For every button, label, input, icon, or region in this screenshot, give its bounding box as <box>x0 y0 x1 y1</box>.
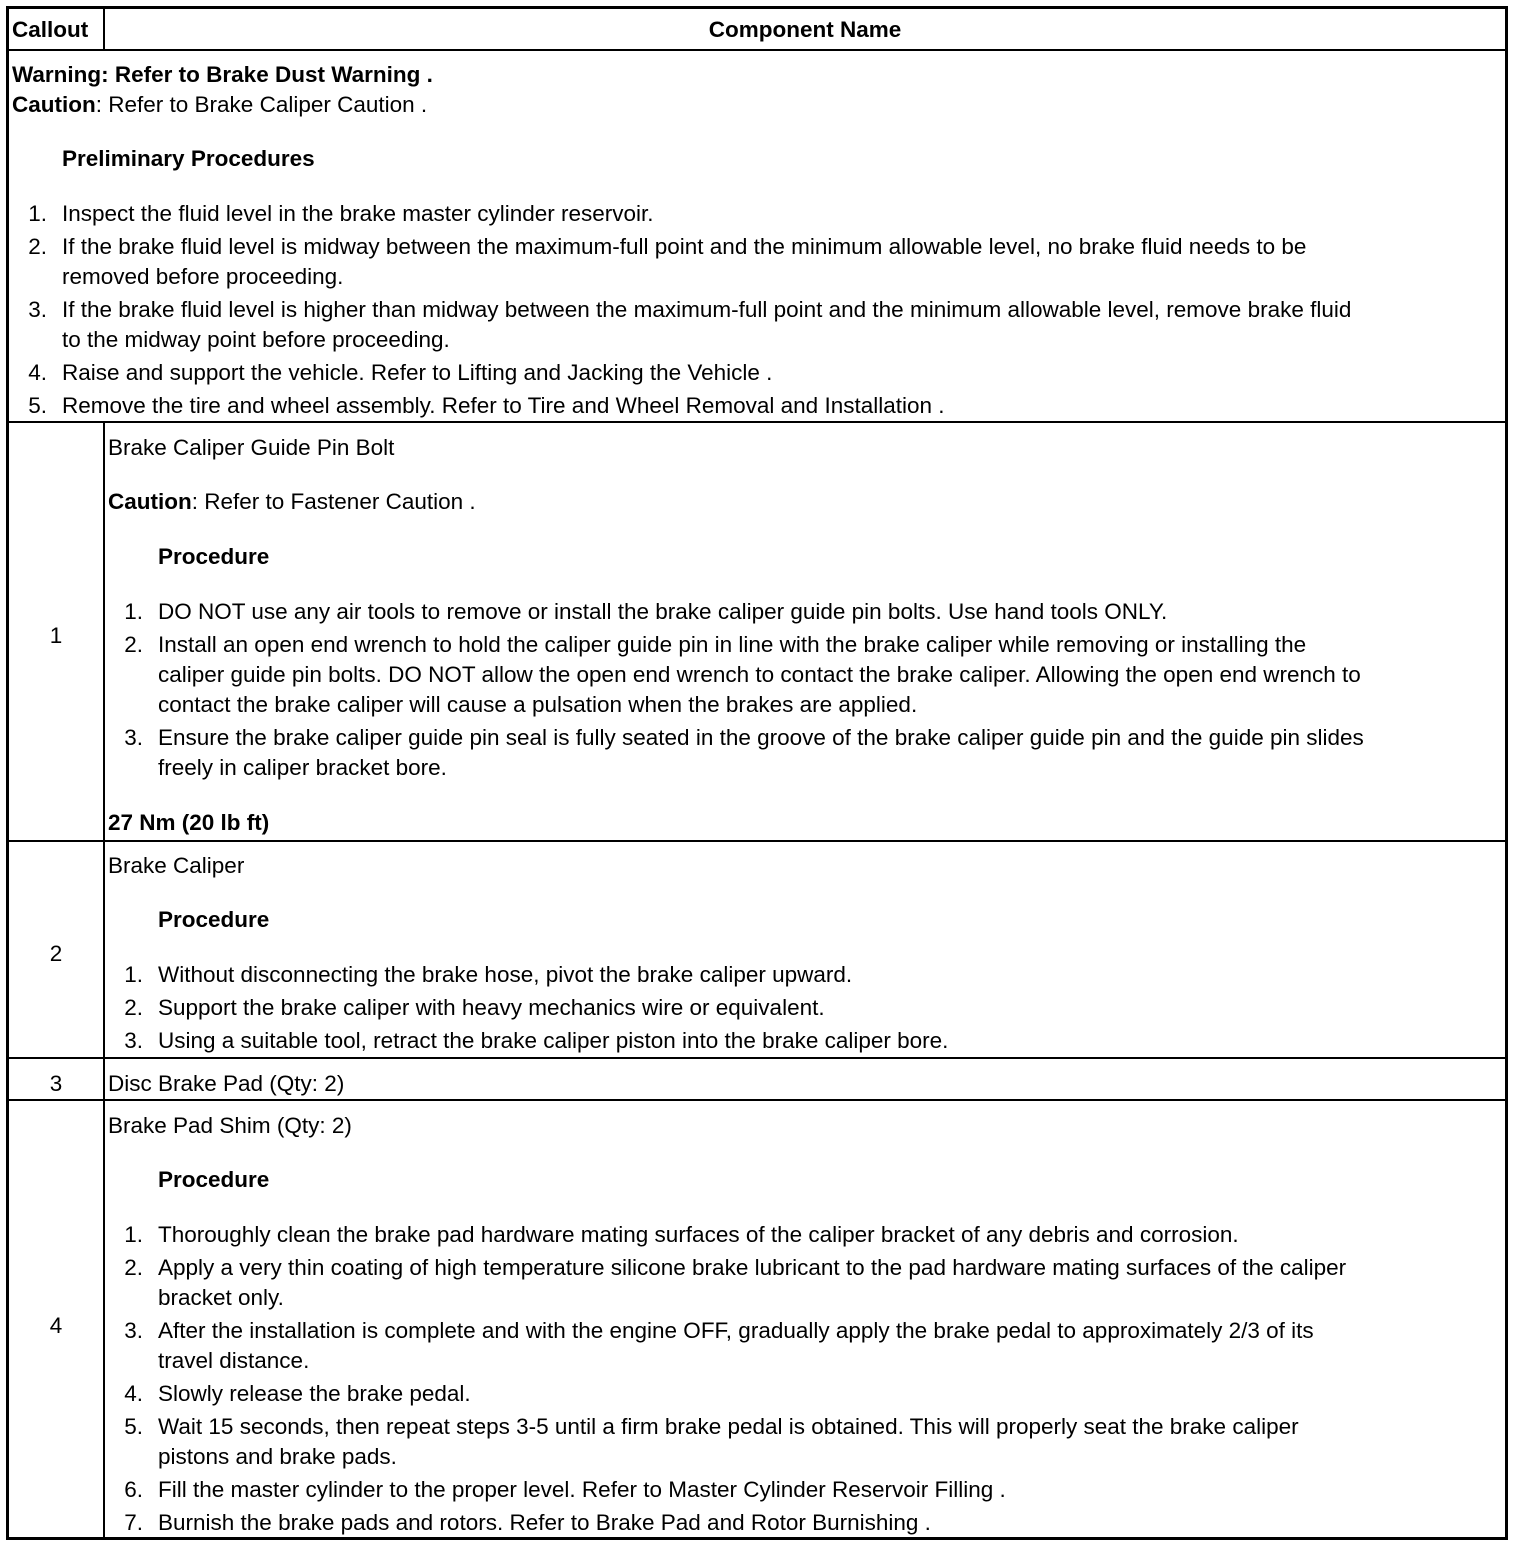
preliminary-step-number: 1. <box>28 201 47 226</box>
preliminary-step-text: Inspect the fluid level in the brake master cylinder reservoir. <box>62 201 654 226</box>
component-name-4: Brake Pad Shim (Qty: 2) <box>108 1113 352 1138</box>
brake-pad-shim-step-text: bracket only. <box>158 1285 284 1310</box>
callout-number-2: 2 <box>49 941 63 966</box>
intro-rule <box>9 421 1505 423</box>
guide-pin-bolt-step-text: Install an open end wrench to hold the caliper guide pin in line with the brake caliper while removing or installing the <box>158 632 1307 657</box>
brake-pad-shim-step-text: Wait 15 seconds, then repeat steps 3-5 until a firm brake pedal is obtained. This will properly seat the brake caliper <box>158 1414 1299 1439</box>
component-name-2: Brake Caliper <box>108 853 245 878</box>
callout-number-4: 4 <box>49 1313 63 1338</box>
preliminary-step-text: removed before proceeding. <box>62 264 344 289</box>
guide-pin-bolt-step-text: DO NOT use any air tools to remove or install the brake caliper guide pin bolts. Use hand tools ONLY. <box>158 599 1168 624</box>
preliminary-step-number: 5. <box>28 393 47 418</box>
brake-caliper-step-text: Using a suitable tool, retract the brake caliper piston into the brake caliper bore. <box>158 1028 949 1053</box>
brake-caliper-step-text: Support the brake caliper with heavy mechanics wire or equivalent. <box>158 995 825 1020</box>
procedure-heading-1: Procedure <box>158 544 270 569</box>
row-rule-1 <box>9 840 1505 842</box>
preliminary-step-text: to the midway point before proceeding. <box>62 327 450 352</box>
component-caution-1: Caution: Refer to Fastener Caution . <box>108 489 476 514</box>
header-rule <box>9 49 1505 51</box>
row-rule-2 <box>9 1057 1505 1059</box>
brake-caliper-step-text: Without disconnecting the brake hose, pivot the brake caliper upward. <box>158 962 853 987</box>
brake-pad-shim-step-text: Apply a very thin coating of high temperature silicone brake lubricant to the pad hardware mating surfaces of the caliper <box>158 1255 1347 1280</box>
component-name-3: Disc Brake Pad (Qty: 2) <box>108 1071 345 1096</box>
preliminary-step-text: Remove the tire and wheel assembly. Refer to Tire and Wheel Removal and Installation . <box>62 393 945 418</box>
row-rule-3 <box>9 1099 1505 1101</box>
intro-warning: Warning: Refer to Brake Dust Warning . <box>12 62 433 87</box>
guide-pin-bolt-step-text: caliper guide pin bolts. DO NOT allow the open end wrench to contact the brake caliper. Allowing the open end wrench to <box>158 662 1361 687</box>
preliminary-heading: Preliminary Procedures <box>62 146 315 171</box>
preliminary-step-number: 4. <box>28 360 47 385</box>
component-name-1: Brake Caliper Guide Pin Bolt <box>108 435 395 460</box>
preliminary-step-number: 2. <box>28 234 47 259</box>
brake-pad-shim-step-number: 6. <box>124 1477 143 1502</box>
callout-number-1: 1 <box>49 623 63 648</box>
callout-number-3: 3 <box>49 1071 63 1096</box>
procedure-table <box>6 6 1508 1540</box>
preliminary-step-text: If the brake fluid level is higher than midway between the maximum-full point and the minimum allowable level, remove brake fluid <box>62 297 1352 322</box>
procedure-heading-4: Procedure <box>158 1167 270 1192</box>
brake-pad-shim-step-text: travel distance. <box>158 1348 310 1373</box>
guide-pin-bolt-step-text: contact the brake caliper will cause a pulsation when the brakes are applied. <box>158 692 918 717</box>
brake-pad-shim-step-number: 1. <box>124 1222 143 1247</box>
guide-pin-bolt-step-number: 2. <box>124 632 143 657</box>
brake-pad-shim-step-number: 7. <box>124 1510 143 1535</box>
brake-caliper-step-number: 1. <box>124 962 143 987</box>
guide-pin-bolt-step-number: 3. <box>124 725 143 750</box>
brake-caliper-step-number: 3. <box>124 1028 143 1053</box>
intro-caution: Caution: Refer to Brake Caliper Caution . <box>12 92 428 117</box>
guide-pin-bolt-step-number: 1. <box>124 599 143 624</box>
preliminary-step-number: 3. <box>28 297 47 322</box>
brake-pad-shim-step-text: pistons and brake pads. <box>158 1444 397 1469</box>
preliminary-step-text: Raise and support the vehicle. Refer to Lifting and Jacking the Vehicle . <box>62 360 773 385</box>
torque-spec-1: 27 Nm (20 lb ft) <box>108 810 270 835</box>
guide-pin-bolt-step-text: freely in caliper bracket bore. <box>158 755 447 780</box>
brake-pad-shim-step-number: 3. <box>124 1318 143 1343</box>
brake-pad-shim-step-number: 4. <box>124 1381 143 1406</box>
brake-pad-shim-step-text: After the installation is complete and with the engine OFF, gradually apply the brake pedal to approximately 2/3 of its <box>158 1318 1314 1343</box>
header-callout: Callout <box>12 17 89 42</box>
guide-pin-bolt-step-text: Ensure the brake caliper guide pin seal is fully seated in the groove of the brake caliper guide pin and the guide pin slides <box>158 725 1364 750</box>
header-divider <box>103 9 105 49</box>
brake-caliper-step-number: 2. <box>124 995 143 1020</box>
brake-pad-shim-step-text: Burnish the brake pads and rotors. Refer to Brake Pad and Rotor Burnishing . <box>158 1510 931 1535</box>
brake-pad-shim-step-text: Thoroughly clean the brake pad hardware mating surfaces of the caliper bracket of any debris and corrosion. <box>158 1222 1239 1247</box>
preliminary-step-text: If the brake fluid level is midway between the maximum-full point and the minimum allowable level, no brake fluid needs to be <box>62 234 1307 259</box>
header-component-name: Component Name <box>708 17 902 42</box>
brake-pad-shim-step-text: Fill the master cylinder to the proper level. Refer to Master Cylinder Reservoir Filling . <box>158 1477 1006 1502</box>
brake-pad-shim-step-text: Slowly release the brake pedal. <box>158 1381 471 1406</box>
procedure-heading-2: Procedure <box>158 907 270 932</box>
brake-pad-shim-step-number: 2. <box>124 1255 143 1280</box>
brake-pad-shim-step-number: 5. <box>124 1414 143 1439</box>
